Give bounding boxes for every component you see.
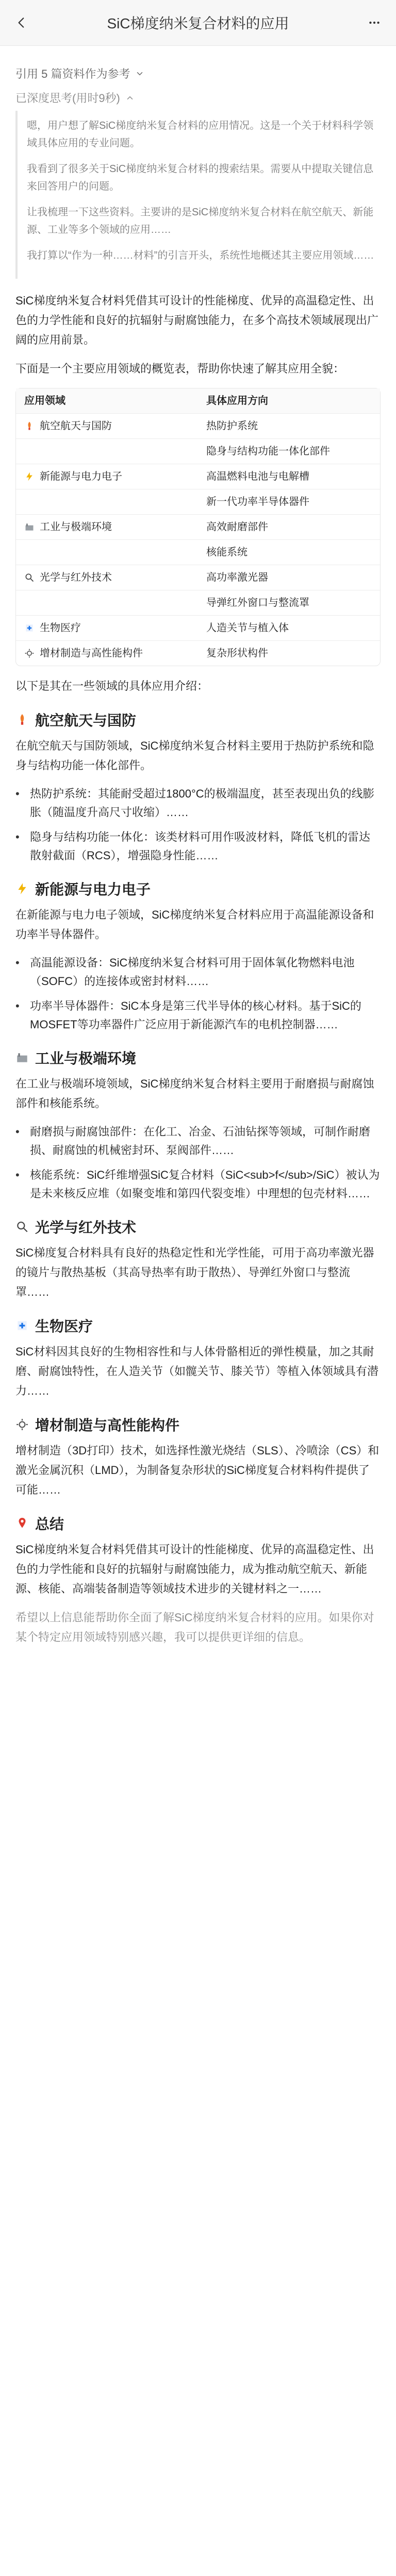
section-lead: SiC梯度复合材料具有良好的热稳定性和光学性能，可用于高功率激光器的镜片与散热基板（其高导热率有助于散热）、导弹红外窗口与整流罩…… xyxy=(15,1246,374,1298)
section-lead: SiC材料因其良好的生物相容性和与人体骨骼相近的弹性模量，加之其耐磨、耐腐蚀特性，在人造关节（如髋关节、膝关节）等植入体领域具有潜力…… xyxy=(15,1345,379,1397)
table-cell: 隐身与结构功能一体化部件 xyxy=(206,446,330,457)
table-cell: 导弹红外窗口与整流罩 xyxy=(206,597,309,608)
table-cell xyxy=(16,515,198,539)
section-list xyxy=(15,1123,381,1203)
section-title-text: 总结 xyxy=(35,1516,64,1532)
table-row xyxy=(16,514,380,539)
table-header-row xyxy=(16,388,380,413)
table-cell-text: 新能源与电力电子 xyxy=(40,471,122,482)
pin-icon xyxy=(15,1517,29,1530)
table-cell-text: 工业与极端环境 xyxy=(40,521,112,533)
table-row xyxy=(16,565,380,590)
section-title-text: 航空航天与国防 xyxy=(35,713,137,728)
list-item: • 功率半导体器件：SiC本身是第三代半导体的核心材料。基于SiC的MOSFET等功率器件广泛应用于新能源汽车的电机控制器…… xyxy=(15,997,381,1034)
table-cell-text: 增材制造与高性能构件 xyxy=(40,648,143,659)
section-title-text: 新能源与电力电子 xyxy=(35,882,151,897)
list-item: • 耐磨损与耐腐蚀部件：在化工、冶金、石油钻探等领域，可制作耐磨损、耐腐蚀的机械密封环、泵阀部件…… xyxy=(15,1123,381,1160)
table-cell xyxy=(16,590,198,615)
reference-toggle[interactable] xyxy=(15,65,381,81)
more-icon xyxy=(368,16,381,29)
table-cell-text: 航空航天与国防 xyxy=(40,420,112,432)
section-title-text: 增材制造与高性能构件 xyxy=(35,1417,180,1433)
section-title-biomed xyxy=(15,1315,381,1336)
table-row xyxy=(16,438,380,464)
thinking-paragraph: 我打算以“作为一种……材料”的引言开头，系统性地概述其主要应用领域…… xyxy=(27,250,374,261)
thinking-paragraph: 让我梳理一下这些资料。主要讲的是SiC梯度纳米复合材料在航空航天、新能源、工业等多个领域的应用…… xyxy=(27,207,374,235)
table-header-cell: 应用领域 xyxy=(16,388,198,413)
top-bar xyxy=(0,0,396,46)
lightning-icon xyxy=(24,471,35,482)
table-cell: 复杂形状构件 xyxy=(206,648,268,659)
page-title: SiC梯度纳米复合材料的应用 xyxy=(107,15,289,31)
section-title-text: 光学与红外技术 xyxy=(35,1219,137,1235)
table-cell: 高温燃料电池与电解槽 xyxy=(206,471,309,482)
table-cell xyxy=(16,439,198,464)
table-row xyxy=(16,590,380,615)
table-cell: 热防护系统 xyxy=(206,420,258,432)
table-intro: 下面是一个主要应用领域的概览表，帮助你快速了解其应用全貌： xyxy=(15,362,345,375)
back-arrow-icon xyxy=(15,16,28,29)
magnifier-icon xyxy=(15,1220,29,1233)
table-cell xyxy=(16,565,198,590)
section-title-additive xyxy=(15,1414,381,1435)
table-row xyxy=(16,489,380,514)
magnifier-icon xyxy=(24,572,35,583)
table-row xyxy=(16,413,380,438)
table-cell: 核能系统 xyxy=(206,547,248,558)
list-item: • 高温能源设备：SiC梯度纳米复合材料可用于固体氧化物燃料电池（SOFC）的连接体或密封材料…… xyxy=(15,954,381,991)
table-cell xyxy=(16,414,198,438)
factory-icon xyxy=(15,1051,29,1064)
table-row xyxy=(16,464,380,489)
table-row xyxy=(16,615,380,640)
hospital-icon xyxy=(15,1319,29,1332)
closing-text: 希望以上信息能帮助你全面了解SiC梯度纳米复合材料的应用。如果你对某个特定应用领域特别感兴趣，我可以提供更详细的信息。 xyxy=(15,1611,374,1643)
table-cell: 新一代功率半导体器件 xyxy=(206,496,309,507)
chevron-down-icon xyxy=(135,69,144,78)
table-cell-text: 生物医疗 xyxy=(40,622,81,634)
lightning-icon xyxy=(15,882,29,895)
list-item: • 隐身与结构功能一体化：该类材料可用作吸波材料，降低飞机的雷达散射截面（RCS），增强隐身性能…… xyxy=(15,828,381,865)
answer-intro: SiC梯度纳米复合材料凭借其可设计的性能梯度、优异的高温稳定性、出色的力学性能和良好的抗辐射与耐腐蚀能力，在多个高技术领域展现出广阔的应用前景。 xyxy=(15,294,379,346)
thinking-paragraph: 嗯，用户想了解SiC梯度纳米复合材料的应用情况。这是一个关于材料科学领域具体应用的专业问题。 xyxy=(27,120,374,149)
section-title-text: 工业与极端环境 xyxy=(35,1050,137,1066)
more-button[interactable] xyxy=(363,11,386,34)
thinking-block xyxy=(15,111,381,279)
application-table xyxy=(15,388,381,666)
section-title-text: 生物医疗 xyxy=(35,1318,93,1334)
section-title-industry xyxy=(15,1047,381,1068)
section-lead: 在工业与极端环境领域，SiC梯度纳米复合材料主要用于耐磨损与耐腐蚀部件和核能系统。 xyxy=(15,1077,374,1110)
section-list xyxy=(15,954,381,1034)
section-title-summary xyxy=(15,1513,381,1534)
rocket-icon xyxy=(15,713,29,726)
detail-intro: 以下是其在一些领域的具体应用介绍： xyxy=(15,680,209,692)
thinking-paragraph: 我看到了很多关于SiC梯度纳米复合材料的搜索结果。需要从中提取关键信息来回答用户的问题。 xyxy=(27,163,374,192)
table-cell xyxy=(16,641,198,666)
section-lead: 增材制造（3D打印）技术，如选择性激光烧结（SLS）、冷喷涂（CS）和激光金属沉积（LMD），为制备复杂形状的SiC梯度复合材料构件提供了可能…… xyxy=(15,1444,380,1496)
table-row xyxy=(16,539,380,565)
section-lead: 在航空航天与国防领域，SiC梯度纳米复合材料主要用于热防护系统和隐身与结构功能一体化部件。 xyxy=(15,739,374,772)
hospital-icon xyxy=(24,623,35,633)
section-lead: SiC梯度纳米复合材料凭借其可设计的性能梯度、优异的高温稳定性、出色的力学性能和良好的抗辐射与耐腐蚀能力，成为推动航空航天、新能源、核能、高端装备制造等领域技术进步的关键材料之一…… xyxy=(15,1543,374,1595)
section-title-optics xyxy=(15,1216,381,1237)
rocket-icon xyxy=(24,421,35,431)
table-row xyxy=(16,640,380,666)
table-cell-text: 光学与红外技术 xyxy=(40,572,112,583)
section-list xyxy=(15,785,381,865)
table-cell: 高功率激光器 xyxy=(206,572,268,583)
section-lead: 在新能源与电力电子领域，SiC梯度纳米复合材料应用于高温能源设备和功率半导体器件。 xyxy=(15,908,374,941)
list-item: • 热防护系统：其能耐受超过1800°C的极端温度，甚至表现出负的线膨胀（随温度升高尺寸收缩）…… xyxy=(15,785,381,822)
reference-text: 引用 5 篇资料作为参考 xyxy=(15,67,130,80)
table-cell xyxy=(16,464,198,489)
table-cell xyxy=(16,489,198,514)
gear-icon xyxy=(24,648,35,658)
chevron-up-icon xyxy=(125,93,135,103)
table-cell xyxy=(16,616,198,640)
factory-icon xyxy=(24,522,35,532)
table-cell: 高效耐磨部件 xyxy=(206,521,268,533)
thinking-status-text: 已深度思考(用时9秒) xyxy=(15,92,120,105)
thinking-status[interactable] xyxy=(15,90,381,106)
gear-icon xyxy=(15,1418,29,1431)
table-header-cell: 具体应用方向 xyxy=(198,388,380,413)
table-cell xyxy=(16,540,198,565)
section-title-aerospace xyxy=(15,709,381,730)
back-button[interactable] xyxy=(10,11,33,34)
list-item: • 核能系统：SiC纤维增强SiC复合材料（SiC<sub>f</sub>/SiC）被认为是未来核反应堆（如聚变堆和第四代裂变堆）中理想的包壳材料…… xyxy=(15,1166,381,1203)
section-title-energy xyxy=(15,878,381,899)
table-cell: 人造关节与植入体 xyxy=(206,622,289,634)
